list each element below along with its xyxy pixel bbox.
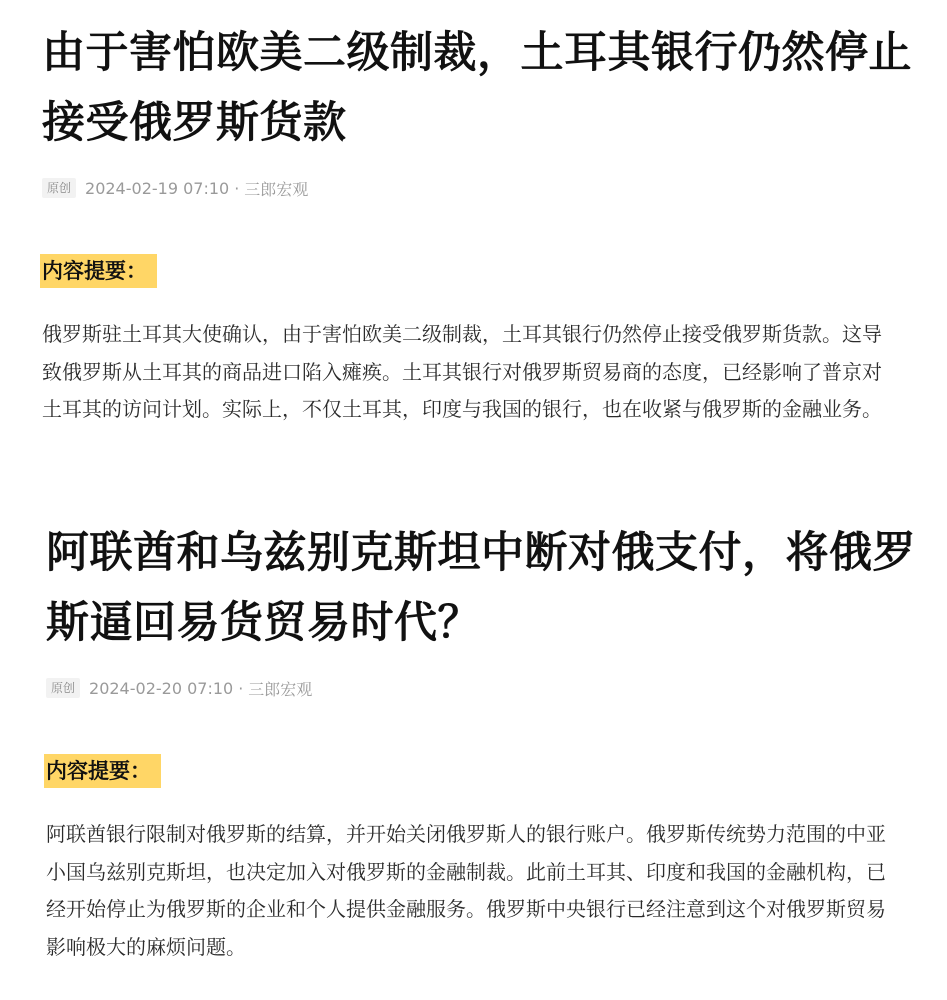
summary-text: 阿联酋银行限制对俄罗斯的结算，并开始关闭俄罗斯人的银行账户。俄罗斯传统势力范围的中亚小国乌兹别克斯坦，也决定加入对俄罗斯的金融制裁。此前土耳其、印度和我国的金融机构，已经开始停止为俄罗斯的企业和个人提供金融服务。俄罗斯中央银行已经注意到这个对俄罗斯贸易影响极大的麻烦问题。 (46, 822, 886, 959)
article-meta (46, 676, 312, 700)
article-meta (42, 176, 308, 200)
publish-date: 2024-02-20 07:10 (89, 678, 234, 698)
meta-separator: · (234, 178, 240, 198)
summary-label: 内容提要： (40, 254, 157, 288)
original-badge: 原创 (42, 178, 76, 198)
article-title[interactable]: 阿联酋和乌兹别克斯坦中断对俄支付，将俄罗斯逼回易货贸易时代？ (46, 528, 916, 648)
publish-date: 2024-02-19 07:10 (85, 178, 230, 198)
author-name[interactable]: 三郎宏观 (248, 679, 313, 699)
meta-separator: · (238, 678, 244, 698)
summary-label: 内容提要： (44, 754, 161, 788)
original-badge: 原创 (46, 678, 80, 698)
author-name[interactable]: 三郎宏观 (244, 179, 309, 199)
article-title[interactable]: 由于害怕欧美二级制裁，土耳其银行仍然停止接受俄罗斯货款 (42, 28, 912, 148)
summary-text: 俄罗斯驻土耳其大使确认，由于害怕欧美二级制裁，土耳其银行仍然停止接受俄罗斯货款。这导致俄罗斯从土耳其的商品进口陷入瘫痪。土耳其银行对俄罗斯贸易商的态度，已经影响了普京对土耳其的访问计划。实际上，不仅土耳其，印度与我国的银行，也在收紧与俄罗斯的金融业务。 (42, 322, 882, 421)
